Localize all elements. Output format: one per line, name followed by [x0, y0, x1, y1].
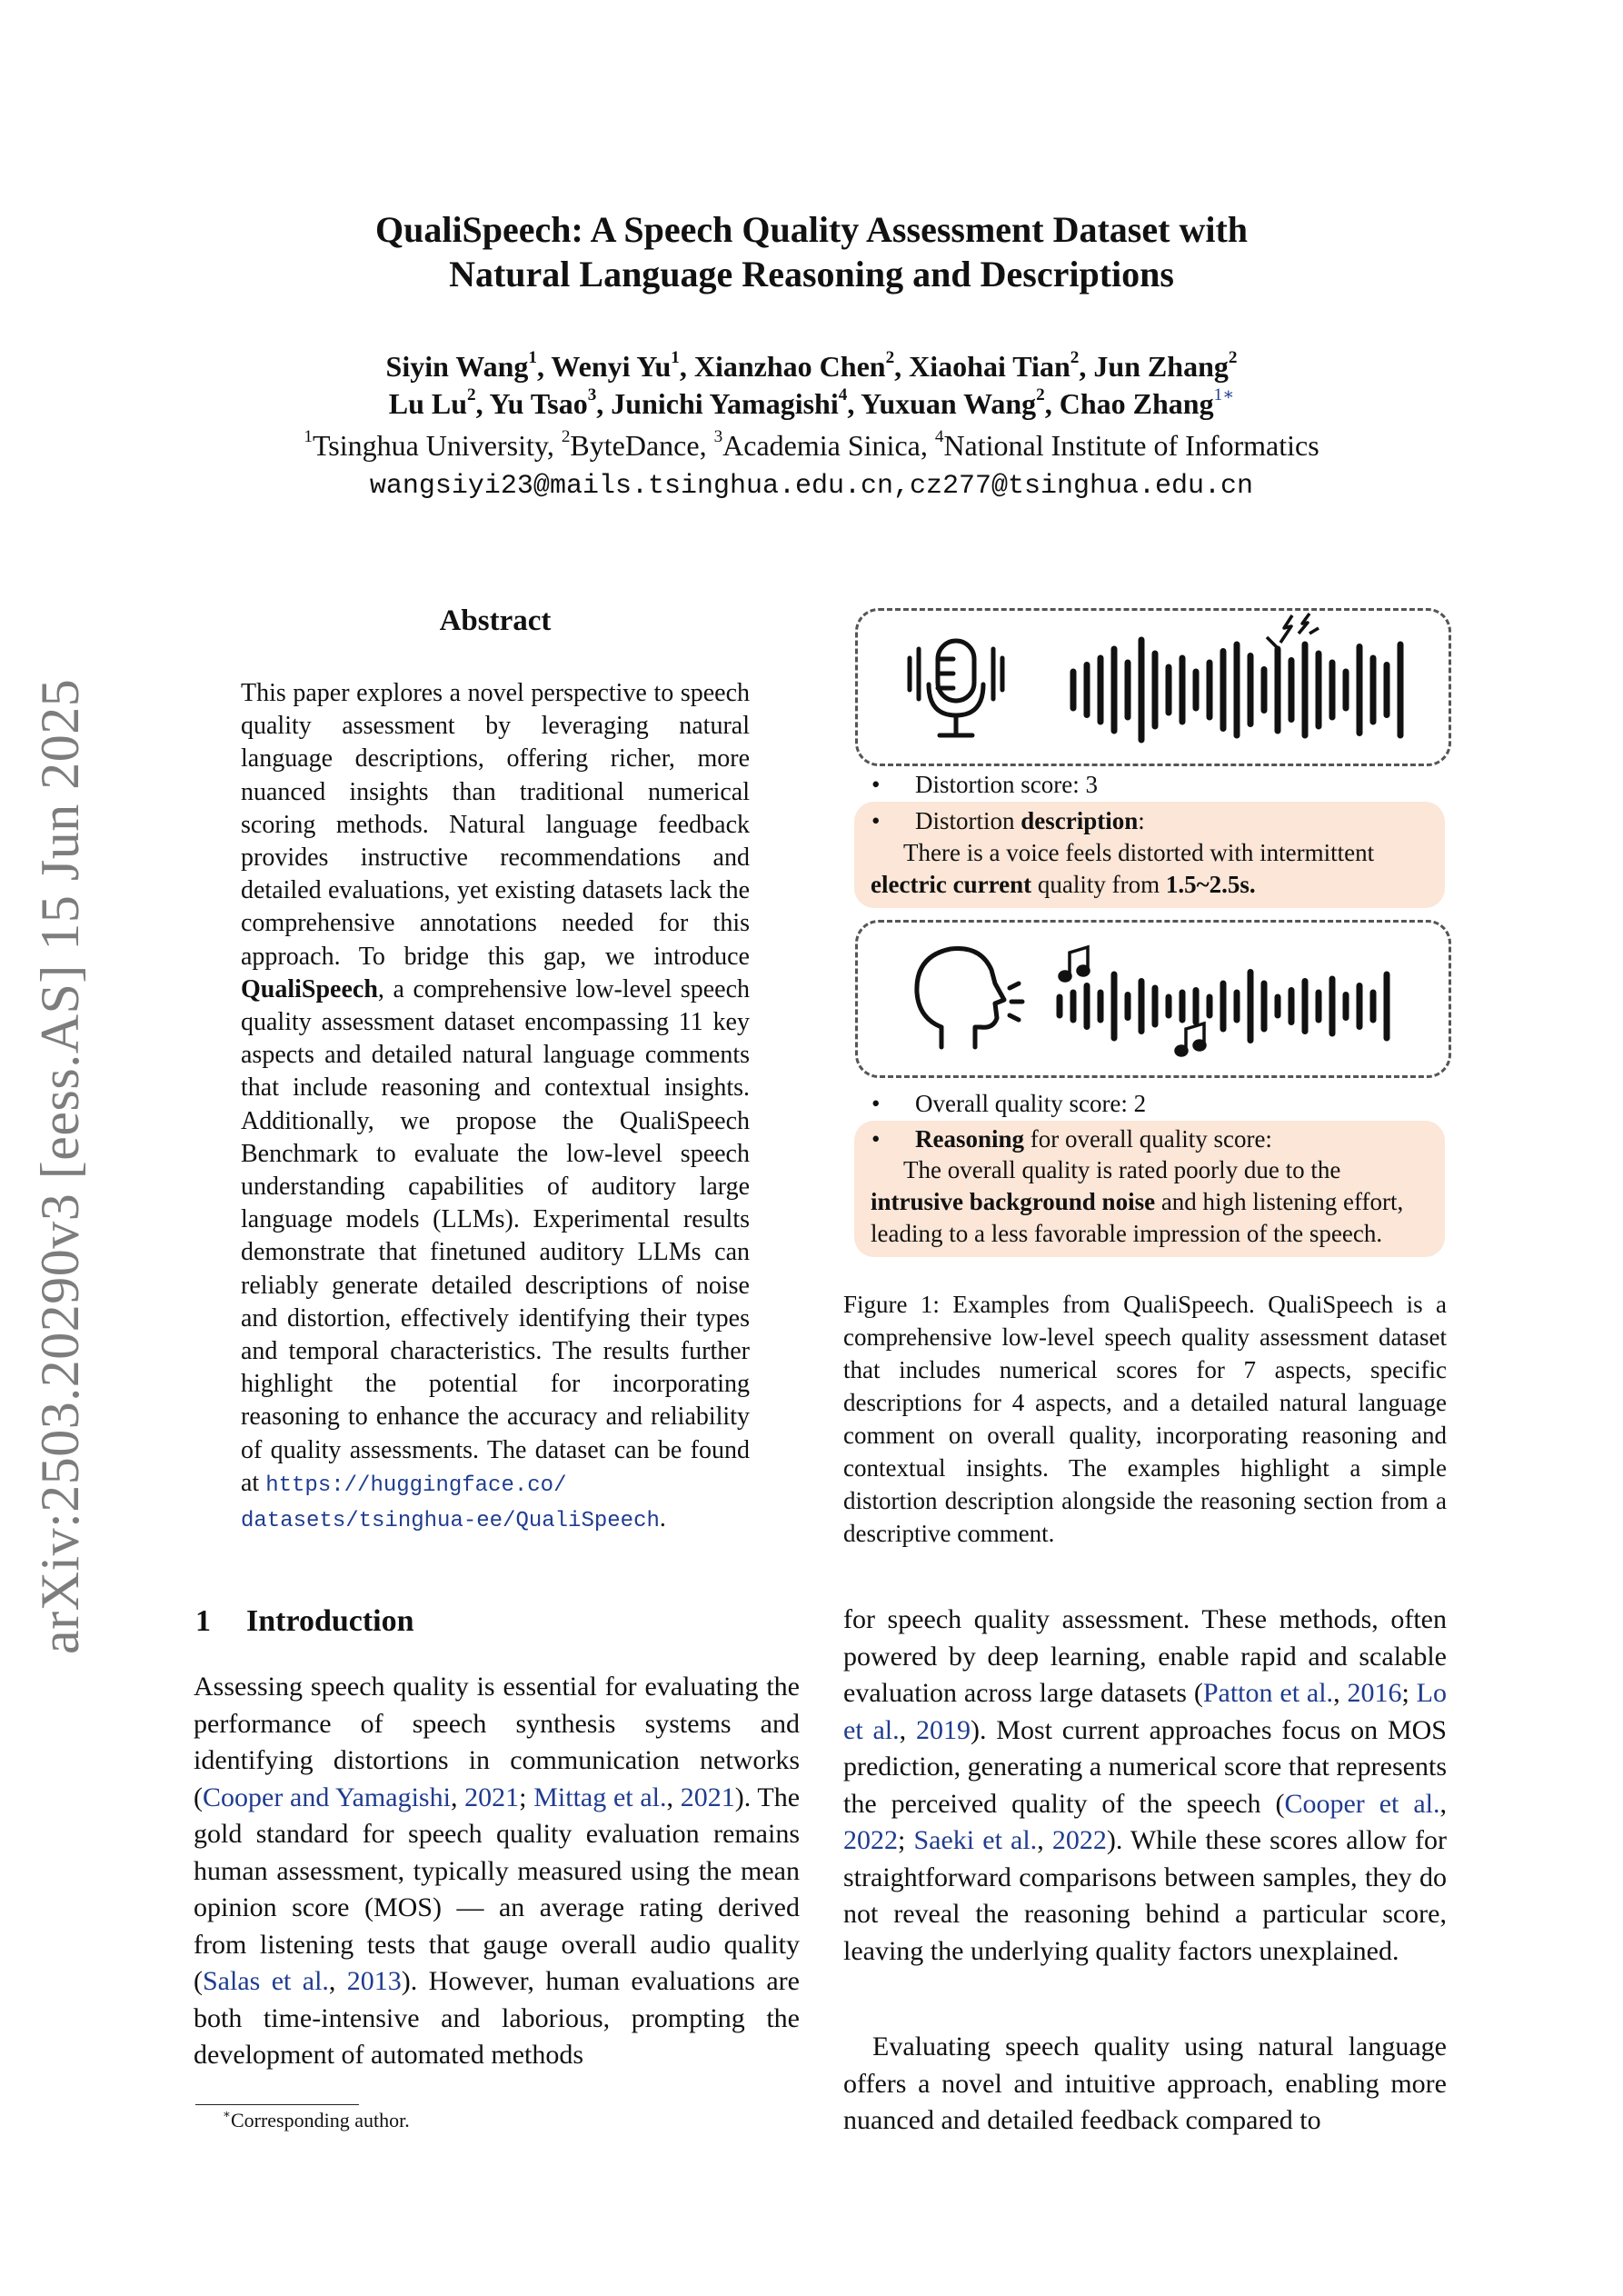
author-name: Yuxuan Wang [861, 387, 1037, 420]
citation-link[interactable]: Salas et al. [203, 1966, 329, 1996]
citation-link[interactable]: Patton et al. [1202, 1678, 1334, 1708]
lightning-icon [1267, 614, 1319, 649]
author-affil-mark: 1 [528, 348, 537, 368]
author-line-2: Lu Lu$^2$, Yu Tsao$^3$, Junichi Yamagishi$^4$, Yuxuan Wang$^2$, Chao Zhang$^{1∗}$ [388, 385, 1235, 420]
figure-caption: Figure 1: Examples from QualiSpeech. QualiSpeech is a comprehensive low-level speech quality assessment dataset that includes numerical scores for 7 aspects, specific descriptions for 4 aspects, and a detailed natural language comment on overall quality, incorporating reasoning and contextual insights. The examples highlight a simple distortion description alongside the reasoning section from a descriptive comment. [843, 1291, 1447, 1547]
citation-year-link[interactable]: 2019 [915, 1714, 971, 1745]
footnote-divider [195, 2104, 359, 2105]
section-number: 1 [195, 1604, 211, 1638]
figure-panel-overall-quality [855, 920, 1451, 1078]
author-list [0, 348, 1623, 423]
section-heading [195, 1604, 414, 1639]
author-name: Siyin Wang [385, 350, 529, 383]
author-name: Yu Tsao [489, 387, 588, 420]
reasoning-line-1: The overall quality is rated poorly due to the [903, 1156, 1341, 1183]
bullet-marker: • [871, 1090, 881, 1117]
footnote: ∗Corresponding author. [223, 2106, 410, 2131]
citation-year-link[interactable]: 2016 [1347, 1678, 1402, 1708]
citation-year-link[interactable]: 2013 [346, 1966, 402, 1996]
speaking-head-icon [917, 948, 1022, 1047]
author-name: Xianzhao Chen [693, 350, 886, 383]
footnote-mark: ∗ [223, 2106, 231, 2121]
dataset-name: QualiSpeech [241, 974, 378, 1003]
author-name: Junichi Yamagishi [611, 387, 839, 420]
reasoning-line-3: leading to a less favorable impression of the speech. [871, 1220, 1383, 1247]
abstract-text: This paper explores a novel perspective to speech quality assessment by leveraging natural language descriptions, offering richer, more nuanced insights than traditional numerical scoring methods. Natural language feedback provides instructive recommendations and detailed evaluations, yet existing datasets lack the comprehensive annotations needed for this approach. To bridge this gap, we introduce QualiSpeech, a comprehensive low-level speech quality assessment dataset encompassing 11 key aspects and detailed natural language comments that include reasoning and contextual insights. Additionally, we propose the QualiSpeech Benchmark to evaluate the low-level speech understanding capabilities of auditory large language models (LLMs). Experimental results demonstrate that finetuned auditory LLMs can reliably generate detailed descriptions of noise and distortion, effectively identifying their types and temporal characteristics. The results further highlight the potential for incorporating reasoning to enhance the accuracy and reliability of quality assessments. The dataset can be found at https://huggingface.co/ datasets/tsinghua-ee/QualiSpeech. [241, 679, 750, 1534]
arxiv-side-stamp: arXiv:2503.20290v3 [eess.AS] 15 Jun 2025 [30, 678, 90, 1654]
music-note-icon [1176, 1023, 1205, 1055]
author-affil-mark: 3 [587, 385, 597, 405]
citation-year-link[interactable]: 2021 [680, 1782, 735, 1812]
distortion-description-line-1: There is a voice feels distorted with intermittent [903, 839, 1375, 866]
intro-paragraph-2: Evaluating speech quality using natural language offers a novel and intuitive approach, enabling more nuanced and detailed feedback compared to [843, 2031, 1447, 2135]
section-title: Introduction [246, 1604, 414, 1638]
citation-link[interactable]: Cooper and Yamagishi [203, 1782, 451, 1812]
paper-title [0, 207, 1623, 296]
author-affil-mark: 1 [671, 348, 680, 368]
author-name: Wenyi Yu [551, 350, 672, 383]
citation-link[interactable]: Saeki et al. [913, 1825, 1038, 1855]
author-affil-mark: 2 [1070, 348, 1080, 368]
author-name: Lu Lu [388, 387, 468, 420]
author-name: Jun Zhang [1093, 350, 1229, 383]
author-affil-mark: 2 [467, 385, 476, 405]
intro-paragraph: Assessing speech quality is essential for evaluating the performance of speech synthesis systems and identifying distortions in communication networks (Cooper and Yamagishi, 2021; Mittag et al., 2021). The gold standard for speech quality evaluation remains human assessment, typically measured using the mean opinion score (MOS) — an average rating derived from listening tests that gauge overall audio quality (Salas et al., 2013). However, human evaluations are both time-intensive and laborious, prompting the development of automated methods [194, 1672, 801, 2070]
citation-link[interactable]: Lo et al. [843, 1678, 1447, 1745]
intro-paragraph-continued: for speech quality assessment. These methods, often powered by deep learning, enable rapid and scalable evaluation across large datasets (Patton et al., 2016; Lo et al., 2019). Most current approaches focus on MOS prediction, generating a numerical score that represents the perceived quality of the speech (Cooper et al., 2022; Saeki et al., 2022). While these scores allow for straightforward comparisons between samples, they do not reveal the reasoning behind a particular score, leaving the underlying quality factors unexplained. [843, 1604, 1447, 1966]
figure-bullet-distortion-score: • Distortion score: 3 [855, 769, 1098, 800]
title-line-2: Natural Language Reasoning and Descriptions [449, 254, 1174, 294]
music-note-icon [1060, 947, 1089, 981]
figure-panel-distortion [855, 608, 1451, 766]
microphone-icon [910, 641, 1002, 735]
figure-bullet-distortion-description: • Distortion description: [855, 805, 1145, 836]
author-affil-mark: 2 [885, 348, 895, 368]
author-emails: wangsiyi23@mails.tsinghua.edu.cn,cz277@tsinghua.edu.cn [369, 471, 1254, 502]
author-name: Xiaohai Tian [909, 350, 1070, 383]
author-affil-mark: 4 [838, 385, 848, 405]
author-affil-mark: 2 [1228, 348, 1238, 368]
author-affil-mark: 2 [1036, 385, 1045, 405]
citation-link[interactable]: Cooper et al. [1284, 1788, 1440, 1819]
citation-year-link[interactable]: 2022 [1051, 1825, 1107, 1855]
figure-bullet-overall-score: • Overall quality score: 2 [855, 1088, 1146, 1119]
bullet-marker: • [871, 1125, 881, 1153]
citation-year-link[interactable]: 2021 [464, 1782, 520, 1812]
citation-year-link[interactable]: 2022 [843, 1825, 898, 1855]
bullet-marker: • [871, 807, 881, 834]
waveform-icon [1060, 973, 1387, 1041]
bullet-marker: • [871, 771, 881, 798]
figure-bullet-reasoning: • Reasoning for overall quality score: [855, 1123, 1272, 1154]
author-name: Chao Zhang [1059, 387, 1214, 420]
affiliations: $^1$Tsinghua University, $^2$ByteDance, $^3$Academia Sinica, $^4$National Institute of Informatics [304, 427, 1319, 462]
title-line-1: QualiSpeech: A Speech Quality Assessment Dataset with [374, 209, 1249, 250]
abstract-heading: Abstract [439, 604, 552, 637]
waveform-icon [1073, 640, 1400, 740]
author-line-1: Siyin Wang$^1$, Wenyi Yu$^1$, Xianzhao Chen$^2$, Xiaohai Tian$^2$, Jun Zhang$^2$ [385, 348, 1238, 383]
dataset-link[interactable]: https://huggingface.co/ datasets/tsinghua-ee/QualiSpeech [241, 1472, 660, 1534]
reasoning-line-2: intrusive background noise and high listening effort, [871, 1188, 1404, 1215]
distortion-description-line-2: electric current quality from 1.5~2.5s. [871, 871, 1256, 898]
author-affil-mark: 1∗ [1213, 385, 1235, 405]
citation-link[interactable]: Mittag et al. [533, 1782, 667, 1812]
